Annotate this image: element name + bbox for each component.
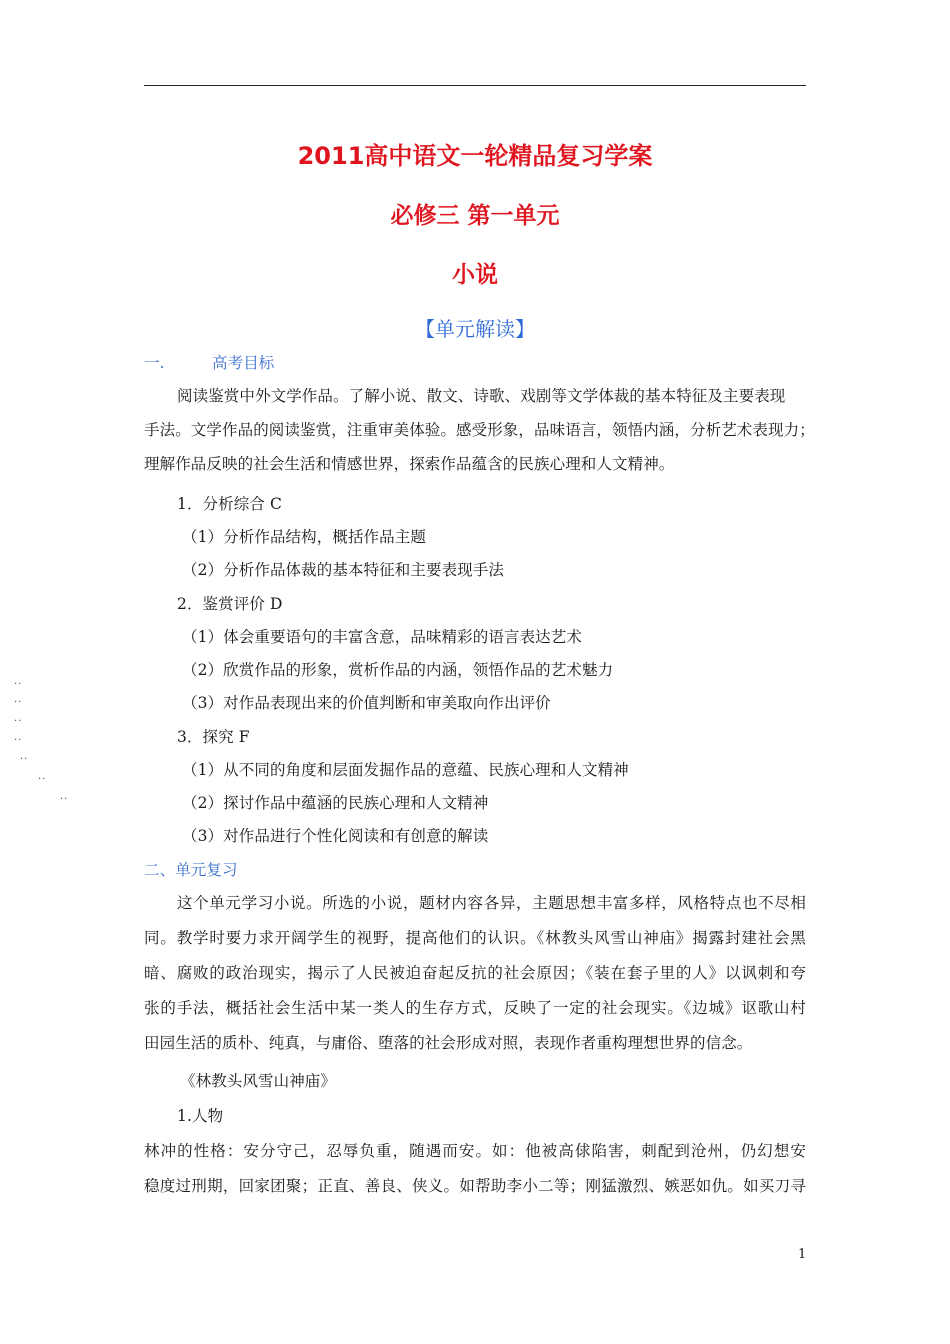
paragraph-line: 张的手法，概括社会生活中某一类人的生存方式，反映了一定的社会现实。《边城》讴歌山村 bbox=[144, 999, 806, 1017]
list-item: （3）对作品表现出来的价值判断和审美取向作出评价 bbox=[182, 694, 551, 712]
document-topic: 小说 bbox=[452, 262, 498, 288]
paragraph-line: 暗、腐败的政治现实，揭示了人民被迫奋起反抗的社会原因；《装在套子里的人》以讽刺和夸 bbox=[144, 964, 806, 982]
subheading: 1.人物 bbox=[177, 1107, 224, 1125]
section-number: 一. bbox=[144, 354, 165, 372]
work-title: 《林教头风雪山神庙》 bbox=[180, 1072, 337, 1090]
section-banner: 【单元解读】 bbox=[415, 317, 535, 341]
list-item: （3）对作品进行个性化阅读和有创意的解读 bbox=[182, 827, 489, 845]
paragraph-line: 林冲的性格：安分守己，忍辱负重，随遇而安。如：他被高俅陷害，刺配到沧州，仍幻想安 bbox=[144, 1142, 806, 1160]
margin-mark: .. bbox=[60, 791, 69, 802]
list-item: （2）探讨作品中蕴涵的民族心理和人文精神 bbox=[182, 794, 489, 812]
section-heading-1 bbox=[144, 351, 814, 373]
section-heading-text: 高考目标 bbox=[212, 354, 275, 372]
list-item: （2）欣赏作品的形象，赏析作品的内涵，领悟作品的艺术魅力 bbox=[182, 661, 614, 679]
paragraph-line: 阅读鉴赏中外文学作品。了解小说、散文、诗歌、戏剧等文学体裁的基本特征及主要表现 bbox=[177, 387, 786, 405]
paragraph-line: 田园生活的质朴、纯真，与庸俗、堕落的社会形成对照，表现作者重构理想世界的信念。 bbox=[144, 1034, 753, 1052]
list-item: （1）从不同的角度和层面发掘作品的意蕴、民族心理和人文精神 bbox=[182, 761, 629, 779]
page-number: 1 bbox=[798, 1247, 807, 1262]
margin-mark: .. bbox=[20, 751, 29, 762]
margin-mark: .. bbox=[14, 713, 23, 724]
list-item: 1．分析综合 C bbox=[177, 495, 282, 513]
section-heading-2: 二、单元复习 bbox=[144, 861, 238, 879]
document-title: 2011高中语文一轮精品复习学案 bbox=[297, 142, 653, 170]
paragraph-line: 同。教学时要力求开阔学生的视野，提高他们的认识。《林教头风雪山神庙》揭露封建社会黑 bbox=[144, 929, 806, 947]
list-item: 3．探究 F bbox=[177, 728, 250, 746]
list-item: （1）体会重要语句的丰富含意，品味精彩的语言表达艺术 bbox=[182, 628, 582, 646]
paragraph-line: 理解作品反映的社会生活和情感世界，探索作品蕴含的民族心理和人文精神。 bbox=[144, 455, 675, 473]
header-rule bbox=[144, 85, 806, 86]
margin-mark: .. bbox=[38, 771, 47, 782]
margin-mark: .. bbox=[14, 694, 23, 705]
margin-mark: .. bbox=[14, 732, 23, 743]
paragraph-line: 稳度过刑期，回家团聚；正直、善良、侠义。如帮助李小二等；刚猛激烈、嫉恶如仇。如买刀寻 bbox=[144, 1177, 806, 1195]
margin-mark: .. bbox=[14, 676, 23, 687]
list-item: （2）分析作品体裁的基本特征和主要表现手法 bbox=[182, 561, 504, 579]
paragraph-line: 这个单元学习小说。所选的小说，题材内容各异，主题思想丰富多样，风格特点也不尽相 bbox=[177, 894, 806, 912]
list-item: 2．鉴赏评价 D bbox=[177, 595, 283, 613]
list-item: （1）分析作品结构，概括作品主题 bbox=[182, 528, 426, 546]
paragraph-line: 手法。文学作品的阅读鉴赏，注重审美体验。感受形象，品味语言，领悟内涵，分析艺术表现力； bbox=[144, 421, 815, 439]
document-subtitle: 必修三 第一单元 bbox=[390, 203, 560, 229]
